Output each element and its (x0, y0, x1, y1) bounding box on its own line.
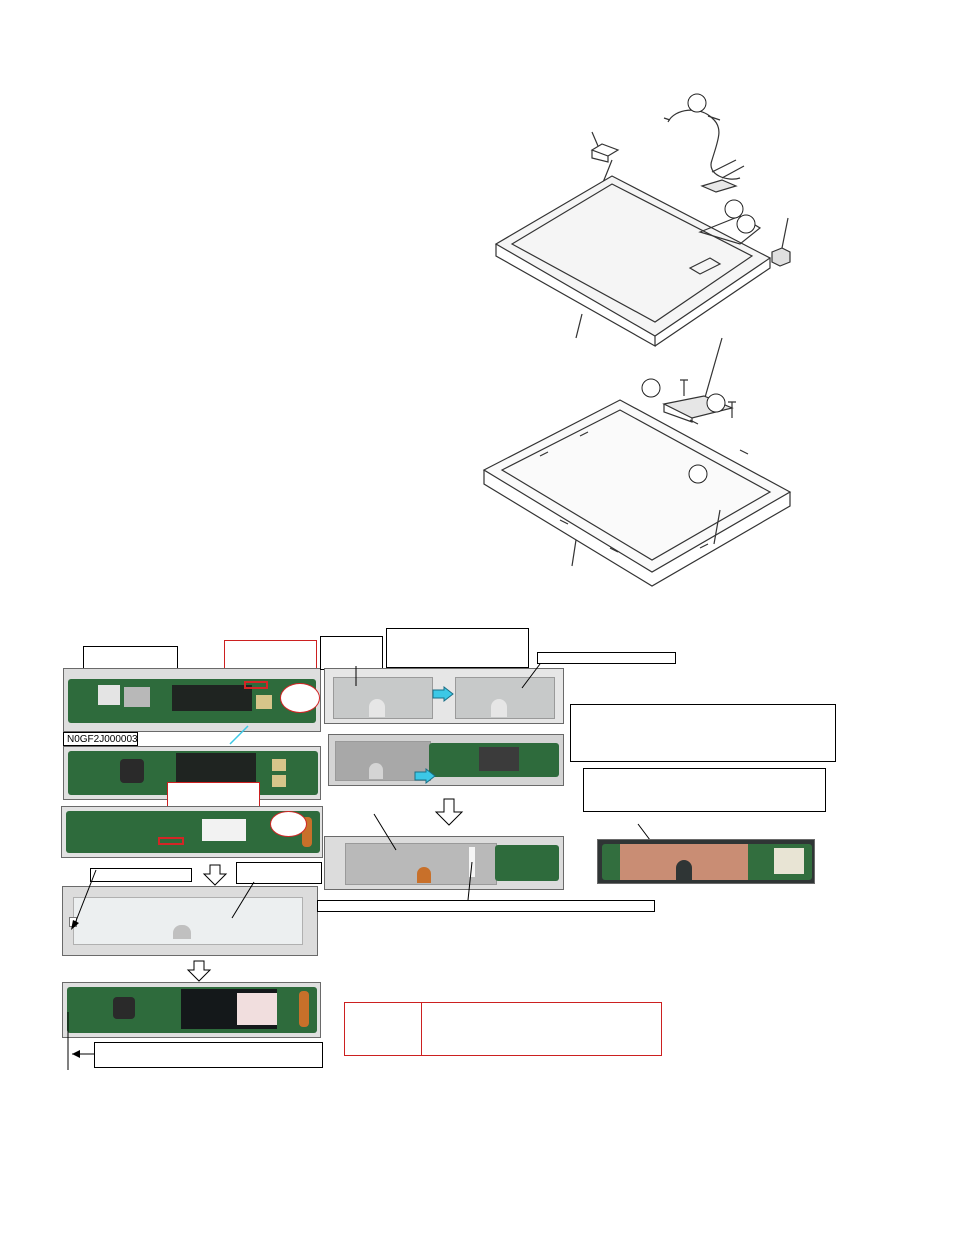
callout-circle (270, 811, 307, 837)
label-box (386, 628, 529, 668)
callout-circle (737, 215, 755, 233)
inverter-board-photo (62, 982, 321, 1038)
label-box (570, 704, 836, 762)
small-board (702, 180, 736, 192)
callout-circle (725, 200, 743, 218)
label-box (317, 900, 655, 912)
label-box (583, 768, 826, 812)
screw (680, 380, 688, 396)
copper-shield-board-photo (597, 839, 815, 884)
shield-board-photo (328, 734, 564, 786)
callout-circle (642, 379, 660, 397)
hollow-down-arrow (434, 798, 464, 826)
cyan-right-arrow (414, 768, 436, 784)
shielded-board-photo (324, 836, 564, 890)
exploded-lcd-diagram (470, 80, 810, 600)
label-box (90, 868, 192, 882)
wrapped-board-photo (62, 886, 318, 956)
cyan-right-arrow (432, 686, 454, 702)
caution-note-divider (421, 1003, 422, 1055)
part-number-label: N0GF2J000003 (63, 732, 138, 746)
lcd-cable (668, 110, 740, 179)
pointer-line (520, 662, 544, 692)
lcd-frame (484, 400, 790, 572)
screw (728, 402, 736, 418)
callout-circle (688, 94, 706, 112)
callout-circle (280, 683, 320, 713)
cyan-connector-line (228, 722, 258, 746)
lcd-lid (496, 176, 770, 336)
label-box (94, 1042, 323, 1068)
hollow-down-arrow (186, 960, 212, 982)
pointer-line (464, 860, 476, 902)
callout-circle (707, 394, 725, 412)
label-box (537, 652, 676, 664)
pointer-arrow (70, 868, 100, 932)
connector-part (592, 144, 618, 162)
pointer-line (370, 812, 400, 852)
right-connector (772, 248, 790, 266)
caution-note-box (344, 1002, 662, 1056)
pointer-line (352, 664, 364, 690)
callout-circle (689, 465, 707, 483)
hollow-down-arrow (202, 864, 228, 886)
pointer-line (228, 880, 258, 922)
